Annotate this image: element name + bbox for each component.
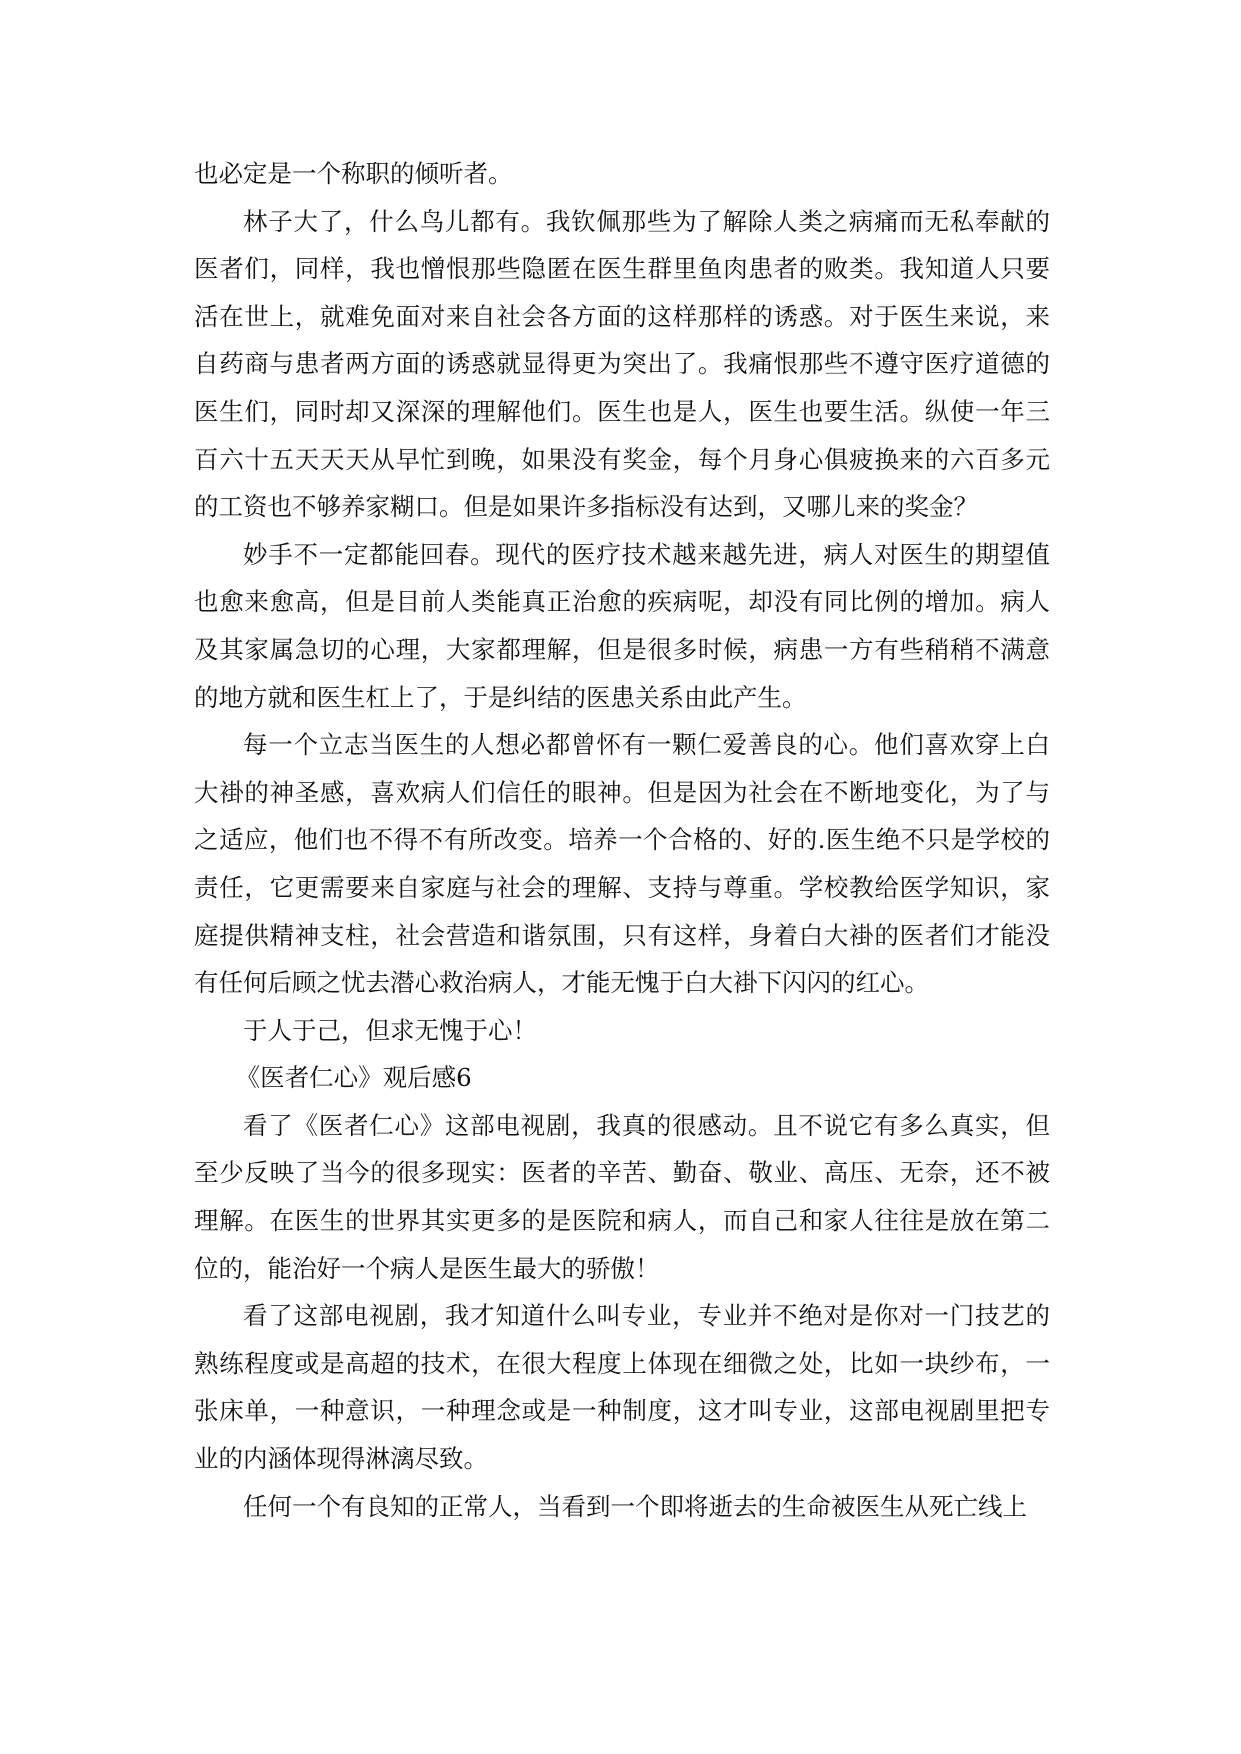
paragraph-review-intro: 看了《医者仁心》这部电视剧，我真的很感动。且不说它有多么真实，但至少反映了当今的很多现实：医者的辛苦、勤奋、敬业、高压、无奈，还不被理解。在医生的世界其实更多的是医院和病人，而自己和家人往往是放在第二位的，能治好一个病人是医生最大的骄傲！ <box>194 1110 1050 1283</box>
paragraph-doctor-patient-relations: 妙手不一定都能回春。现代的医疗技术越来越先进，病人对医生的期望值也愈来愈高，但是目前人类能真正治愈的疾病呢，却没有同比例的增加。病人及其家属急切的心理，大家都理解，但是很多时候，病患一方有些稍稍不满意的地方就和医生杠上了，于是纠结的医患关系由此产生。 <box>194 539 1050 712</box>
document-body <box>194 150 1050 1530</box>
paragraph-continuation: 也必定是一个称职的倾听者。 <box>194 159 513 188</box>
paragraph-conscience: 任何一个有良知的正常人，当看到一个即将逝去的生命被医生从死亡线上 <box>243 1491 1027 1521</box>
section-heading: 《医者仁心》观后感6 <box>235 1063 472 1093</box>
paragraph-medical-ethics: 林子大了，什么鸟儿都有。我钦佩那些为了解除人类之病痛而无私奉献的医者们，同样，我也憎恨那些隐匿在医生群里鱼肉患者的败类。我知道人只要活在世上，就难免面对来自社会各方面的这样那样的诱惑。对于医生来说，来自药商与患者两方面的诱惑就显得更为突出了。我痛恨那些不遵守医疗道德的医生们，同时却又深深的理解他们。医生也是人，医生也要生活。纵使一年三百六十五天天天从早忙到晚，如果没有奖金，每个月身心俱疲换来的六百多元的工资也不够养家糊口。但是如果许多指标没有达到，又哪儿来的奖金？ <box>194 206 1050 522</box>
paragraph-white-coat: 每一个立志当医生的人想必都曾怀有一颗仁爱善良的心。他们喜欢穿上白大褂的神圣感，喜欢病人们信任的眼神。但是因为社会在不断地变化，为了与之适应，他们也不得不有所改变。培养一个合格的、好的.医生绝不只是学校的责任，它更需要来自家庭与社会的理解、支持与尊重。学校教给医学知识，家庭提供精神支柱，社会营造和谐氛围，只有这样，身着白大褂的医者们才能没有任何后顾之忧去潜心救治病人，才能无愧于白大褂下闪闪的红心。 <box>194 730 1050 998</box>
paragraph-professionalism: 看了这部电视剧，我才知道什么叫专业，专业并不绝对是你对一门技艺的熟练程度或是高超的技术，在很大程度上体现在细微之处，比如一块纱布，一张床单，一种意识，一种理念或是一种制度，这才叫专业，这部电视剧里把专业的内涵体现得淋漓尽致。 <box>194 1301 1050 1474</box>
paragraph-conclusion: 于人于己，但求无愧于心！ <box>243 1015 537 1045</box>
